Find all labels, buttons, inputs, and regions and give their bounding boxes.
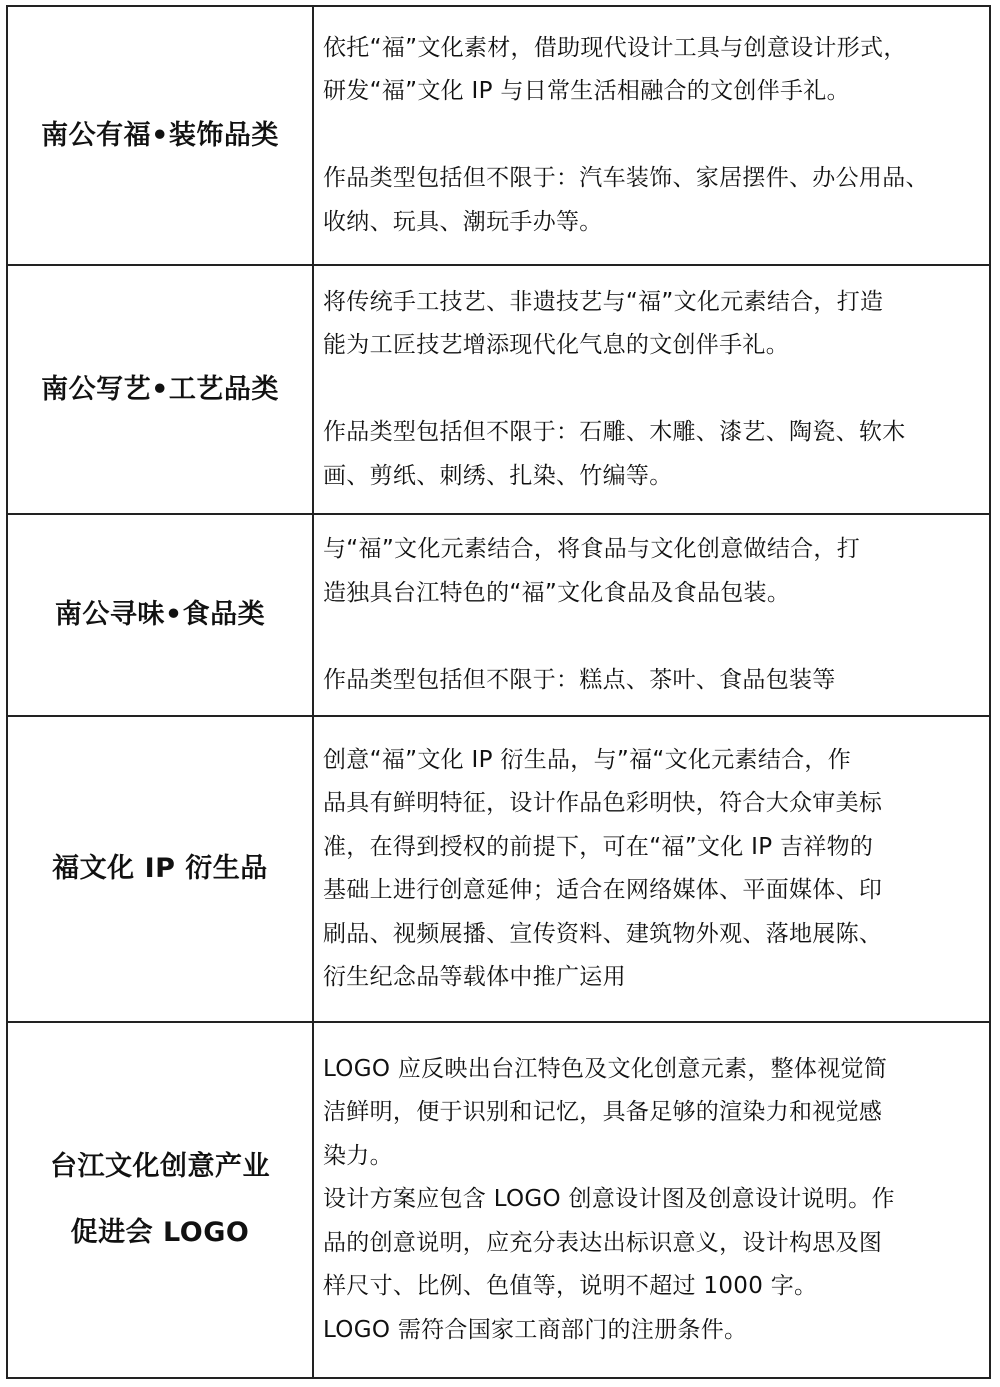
description-cell xyxy=(313,1022,990,1378)
description-types: 作品类型包括但不限于：石雕、木雕、漆艺、陶瓷、软木 画、剪纸、刺绣、扎染、竹编等。 xyxy=(323,419,906,489)
description-cell xyxy=(313,514,990,716)
category-table xyxy=(6,5,991,1379)
description-cell xyxy=(313,716,990,1022)
table-row xyxy=(7,265,990,514)
category-cell xyxy=(7,1022,313,1378)
category-cell xyxy=(7,514,313,716)
description-types: 作品类型包括但不限于：糕点、茶叶、食品包装等 xyxy=(323,666,836,693)
category-label: 福文化 IP 衍生品 xyxy=(52,853,268,884)
table-row xyxy=(7,514,990,716)
category-label: 南公寻味•食品类 xyxy=(54,599,266,630)
description-text: LOGO 应反映出台江特色及文化创意元素，整体视觉简 洁鲜明，便于识别和记忆，具备足够的渲染力和视觉感 染力。 xyxy=(323,1055,888,1169)
description-registration: LOGO 需符合国家工商部门的注册条件。 xyxy=(323,1316,748,1343)
description-requirements: 设计方案应包含 LOGO 创意设计图及创意设计说明。作 品的创意说明，应充分表达出标识意义，设计构思及图 样尺寸、比例、色值等，说明不超过 1000 字。 xyxy=(323,1186,895,1300)
description-cell xyxy=(313,265,990,514)
table-row xyxy=(7,1022,990,1378)
category-cell xyxy=(7,716,313,1022)
category-cell xyxy=(7,6,313,265)
category-label: 南公写艺•工艺品类 xyxy=(41,373,279,405)
description-cell xyxy=(313,6,990,265)
description-types: 作品类型包括但不限于：汽车装饰、家居摆件、办公用品、 收纳、玩具、潮玩手办等。 xyxy=(323,165,929,235)
description-text: 依托“福”文化素材，借助现代设计工具与创意设计形式， 研发“福”文化 IP 与日常生活相融合的文创伴手礼。 xyxy=(323,34,907,105)
table-row xyxy=(7,6,990,265)
category-label: 南公有福•装饰品类 xyxy=(41,119,279,151)
description-text: 与“福”文化元素结合，将食品与文化创意做结合，打 造独具台江特色的“福”文化食品及食品包装。 xyxy=(323,536,861,606)
description-text: 创意“福”文化 IP 衍生品，与”福“文化元素结合，作 品具有鲜明特征，设计作品色彩明快，符合大众审美标 准，在得到授权的前提下，可在“福”文化 IP 吉祥物的 基础上进行创意延伸；适合在网络媒体、平面媒体、印 刷品、视频展播、宣传资料、建筑物外观、落地展陈、 衍生纪念品等载体中推广运用 xyxy=(323,746,883,990)
category-label-line1: 台江文化创意产业 xyxy=(50,1151,270,1182)
table-row xyxy=(7,716,990,1022)
category-label-line2: 促进会 LOGO xyxy=(70,1217,250,1248)
description-text: 将传统手工技艺、非遗技艺与“福”文化元素结合，打造 能为工匠技艺增添现代化气息的文创伴手礼。 xyxy=(323,288,884,359)
category-cell xyxy=(7,265,313,514)
